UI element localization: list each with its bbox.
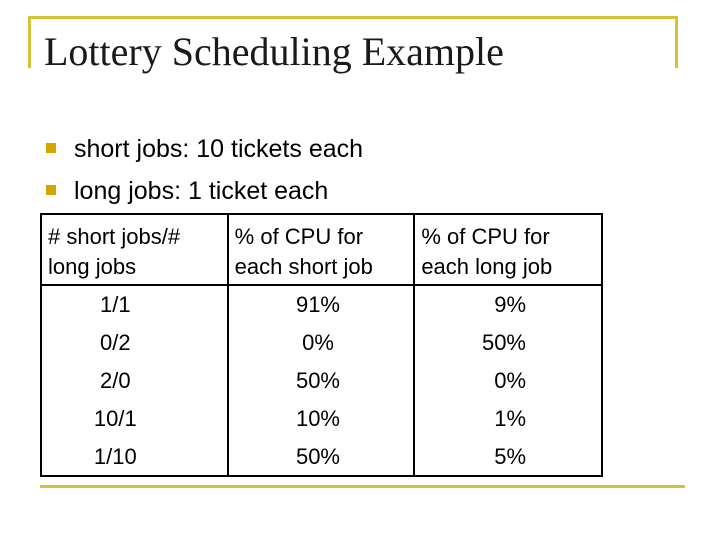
cell-job-ratio: 1/10 [93, 444, 137, 469]
frame-line-right [675, 16, 678, 68]
cell-cpu-long: 0% [414, 362, 601, 400]
bullet-item [44, 172, 363, 214]
square-bullet-icon [46, 143, 56, 153]
cell-cpu-short: 0% [228, 324, 415, 362]
table-row [42, 362, 601, 400]
cell-cpu-long: 9% [414, 285, 601, 324]
frame-line-top [30, 16, 678, 19]
bullet-list [44, 130, 363, 214]
table-header-row [42, 215, 601, 285]
cell-cpu-short: 91% [228, 285, 415, 324]
cell-job-ratio: 10/1 [93, 406, 137, 431]
bullet-item [44, 130, 363, 172]
square-bullet-icon [46, 185, 56, 195]
frame-line-left [28, 16, 31, 68]
header-cpu-short: % of CPU for each short job [228, 215, 415, 285]
cell-cpu-long: 50% [414, 324, 601, 362]
table-row [42, 438, 601, 476]
cell-job-ratio: 1/1 [100, 292, 131, 317]
scheduling-table [40, 213, 603, 477]
cell-job-ratio: 0/2 [100, 330, 131, 355]
table-row [42, 400, 601, 438]
cell-cpu-short: 10% [228, 400, 415, 438]
bullet-text: long jobs: 1 ticket each [74, 177, 329, 205]
table-row [42, 285, 601, 324]
header-job-ratio: # short jobs/# long jobs [42, 215, 228, 285]
slide-title: Lottery Scheduling Example [44, 29, 504, 74]
bullet-text: short jobs: 10 tickets each [74, 135, 364, 163]
cell-cpu-long: 1% [414, 400, 601, 438]
header-cpu-long: % of CPU for each long job [414, 215, 601, 285]
cell-job-ratio: 2/0 [100, 368, 131, 393]
cell-cpu-short: 50% [228, 438, 415, 476]
cell-cpu-short: 50% [228, 362, 415, 400]
cell-cpu-long: 5% [414, 438, 601, 476]
scheduling-table-grid [42, 215, 601, 476]
frame-line-bottom [40, 485, 685, 488]
table-row [42, 324, 601, 362]
